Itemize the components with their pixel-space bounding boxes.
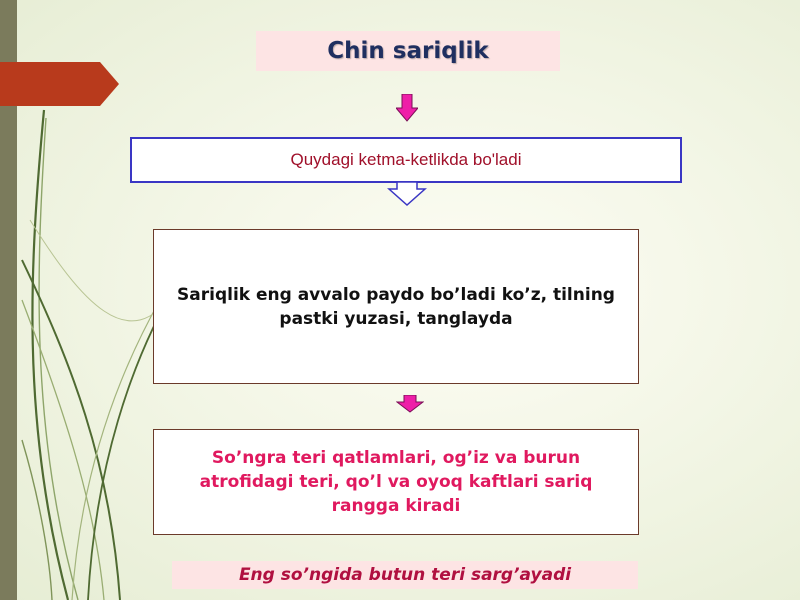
conclusion-box [172,561,638,589]
title-box [256,31,560,71]
step-3-text: So’ngra teri qatlamlari, og’iz va burun atrofidagi teri, qo’l va oyoq kaftlari sariq rangga kiradi [199,448,593,516]
arrow-down-outline-icon [387,181,427,207]
step-2-text: Sariqlik eng avvalo paydo bo’ladi ko’z, tilning pastki yuzasi, tanglayda [177,284,615,329]
conclusion-text: Eng so’ngida butun teri sarg’ayadi [238,565,572,585]
step-1-box [130,137,682,183]
step-2-box [153,229,639,384]
step-1-text: Quydagi ketma-ketlikda bo'ladi [290,150,522,169]
arrow-down-icon [396,94,418,122]
page-title: Chin sariqlik [327,38,489,64]
step-3-box [153,429,639,535]
arrow-down-icon [396,395,424,413]
left-accent-bar [0,0,17,600]
